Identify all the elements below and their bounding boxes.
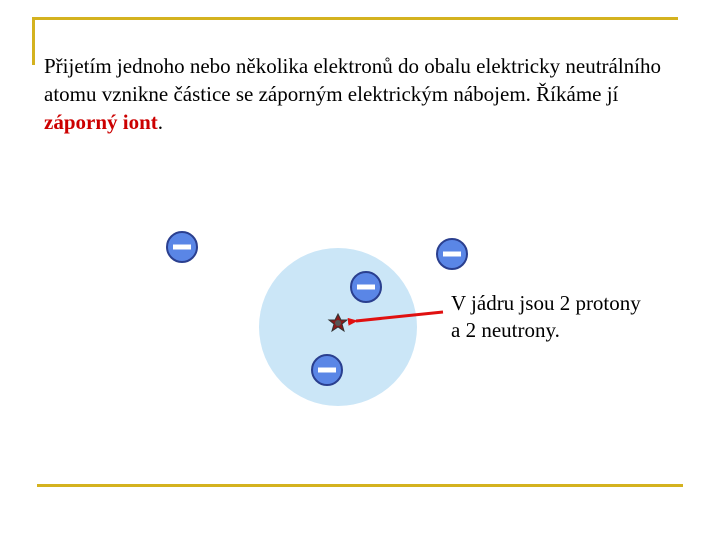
nucleus-caption (451, 290, 691, 344)
caption-line-2: a 2 neutrony. (451, 318, 560, 342)
intro-text-end: . (157, 110, 164, 134)
electron-icon (312, 355, 342, 385)
intro-text-main: Přijetím jednoho nebo několika elektronů do obalu elektricky neutrálního atomu vznikne částice se záporným elektrickým nábojem. Říkáme jí (44, 54, 662, 106)
electron-icon (167, 232, 197, 262)
electron-icon (351, 272, 381, 302)
caption-line-1: V jádru jsou 2 protony (451, 291, 641, 315)
electron-icon (437, 239, 467, 269)
negative-ion-term: záporný iont (44, 110, 158, 134)
